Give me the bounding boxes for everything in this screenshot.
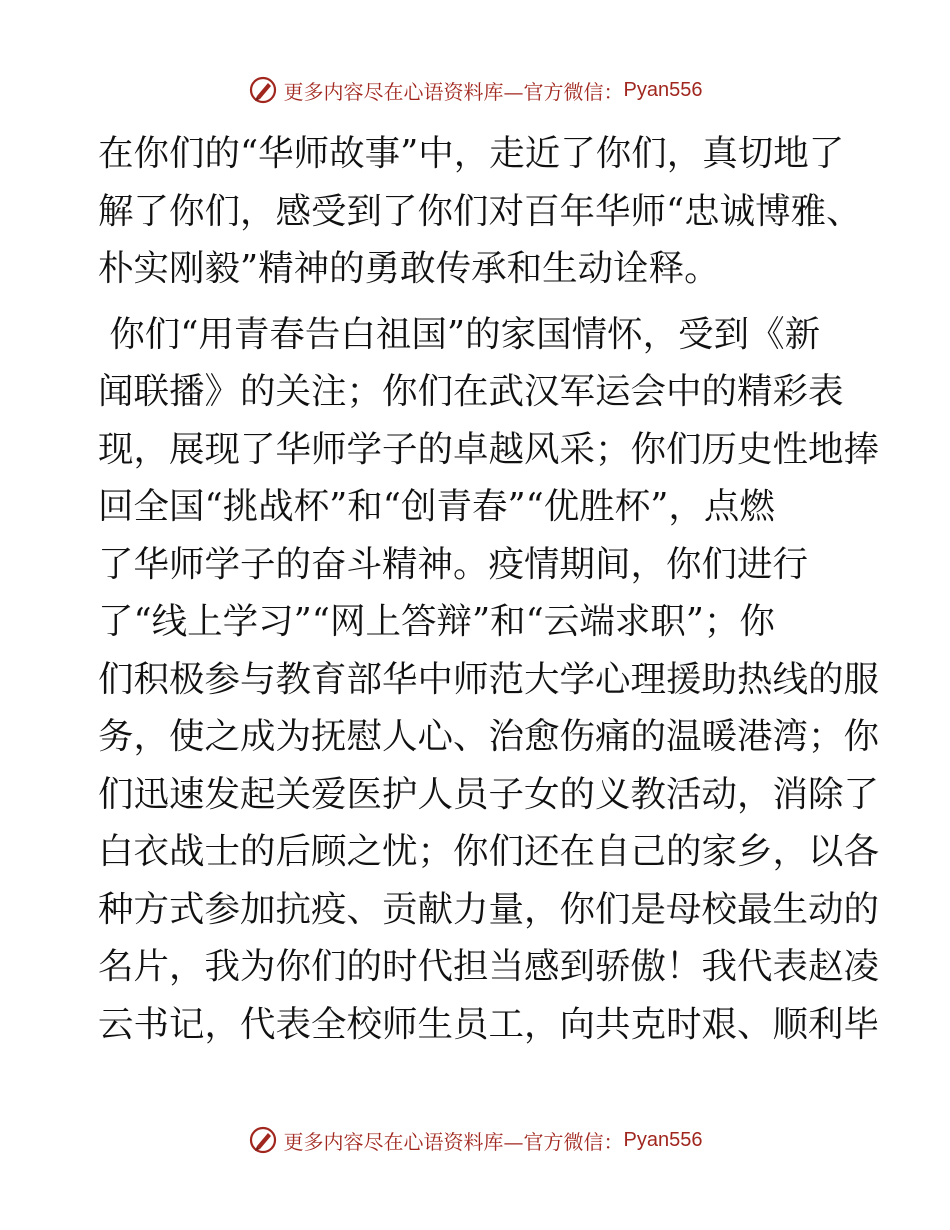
text-line: 名片，我为你们的时代担当感到骄傲！我代表赵凌 [98, 946, 880, 987]
text-line: 了“线上学习”“网上答辩”和“云端求职”；你 [98, 601, 775, 642]
header-banner-text: 更多内容尽在心语资料库—官方微信： [283, 79, 624, 104]
text-line: 在你们的“华师故事”中，走近了你们，真切地了 [98, 133, 845, 174]
paragraph-1 [98, 125, 862, 298]
pen-logo-icon [248, 75, 278, 105]
text-line: 闻联播》的关注；你们在武汉军运会中的精彩表 [98, 371, 844, 412]
text-line: 你们“用青春告白祖国”的家国情怀，受到《新 [98, 313, 821, 355]
pen-logo-icon [248, 1125, 278, 1155]
text-line: 种方式参加抗疫、贡献力量，你们是母校最生动的 [98, 888, 880, 930]
text-line: 们迅速发起关爱医护人员子女的义教活动，消除了 [98, 773, 880, 815]
text-line: 们积极参与教育部华中师范大学心理援助热线的服 [98, 658, 880, 700]
footer-banner [0, 1122, 950, 1158]
text-line: 了华师学子的奋斗精神。疫情期间，你们进行 [98, 543, 809, 585]
text-line: 务，使之成为抚慰人心、治愈伤痛的温暖港湾；你 [98, 716, 880, 757]
footer-banner-text: 更多内容尽在心语资料库—官方微信： [283, 1129, 624, 1154]
paragraph-2 [98, 306, 880, 1054]
text-line: 朴实刚毅”精神的勇敢传承和生动诠释。 [98, 248, 720, 289]
text-line: 回全国“挑战杯”和“创青春”“优胜杯”，点燃 [98, 486, 775, 527]
text-line: 解了你们，感受到了你们对百年华师“忠诚博雅、 [98, 190, 862, 232]
footer-wechat-id: Pyan556 [623, 1128, 703, 1151]
header-banner [0, 72, 950, 108]
text-line: 现，展现了华师学子的卓越风采；你们历史性地捧 [98, 428, 880, 470]
document-body [98, 125, 880, 1053]
text-line: 白衣战士的后顾之忧；你们还在自己的家乡，以各 [98, 831, 880, 872]
header-wechat-id: Pyan556 [623, 78, 703, 101]
text-line: 云书记，代表全校师生员工，向共克时艰、顺利毕 [98, 1003, 880, 1045]
